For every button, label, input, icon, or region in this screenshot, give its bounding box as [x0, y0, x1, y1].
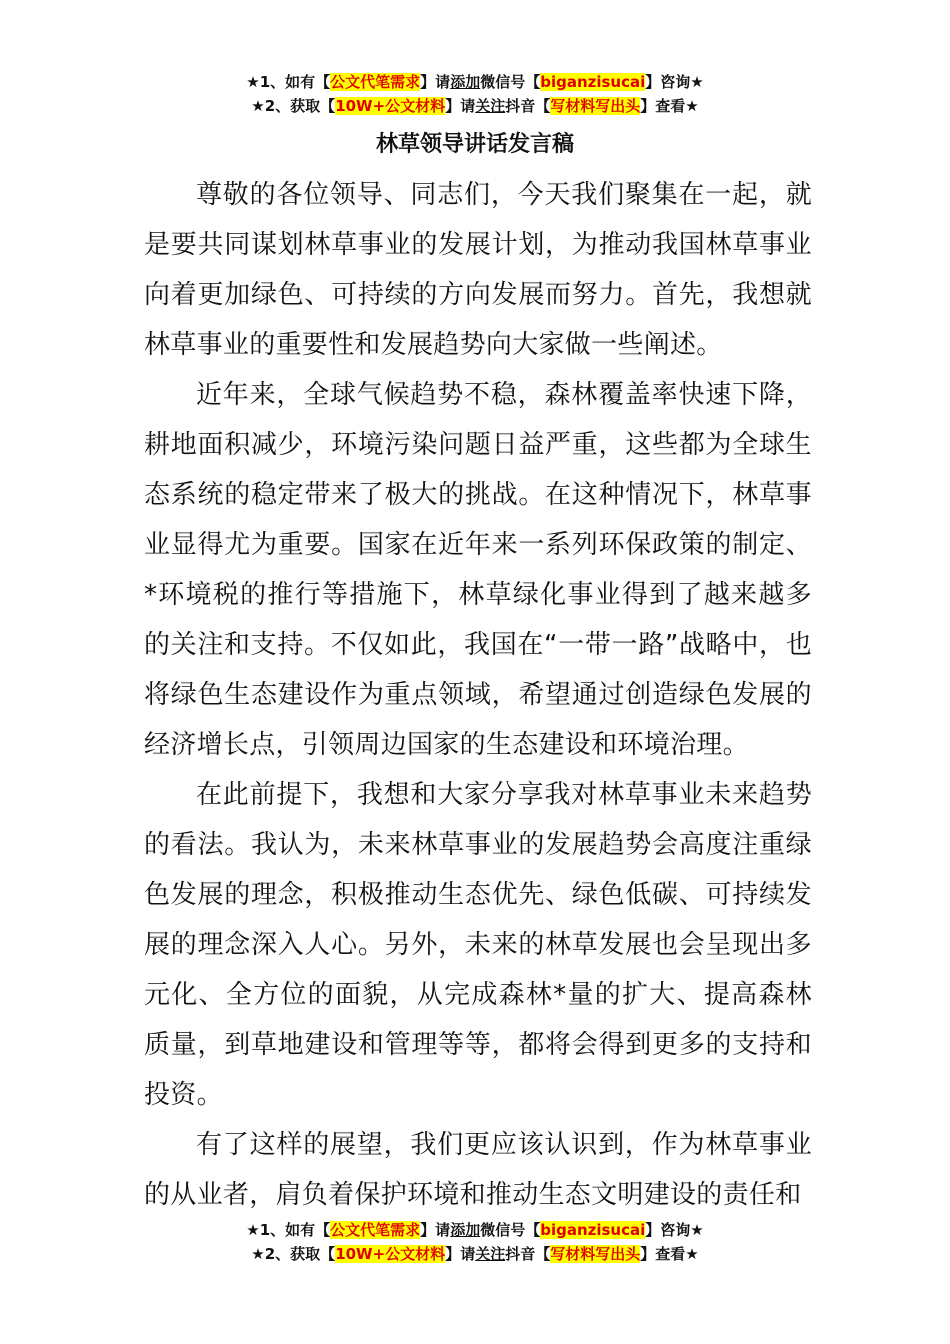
banner-text: 】咨询★	[645, 73, 704, 91]
banner-line-1	[0, 70, 950, 94]
banner-text: 】请	[445, 97, 476, 115]
banner-text: 】查看★	[640, 1245, 699, 1263]
banner-text: ★1、如有【	[246, 73, 331, 91]
banner-text: 】请	[420, 1221, 451, 1239]
banner-highlight: 公文代笔需求	[330, 1221, 421, 1239]
banner-text: 】咨询★	[645, 1221, 704, 1239]
footer-banner	[0, 1218, 950, 1266]
paragraph-3: 在此前提下，我想和大家分享我对林草事业未来趋势的看法。我认为，未来林草事业的发展趋势会高度注重绿色发展的理念，积极推动生态优先、绿色低碳、可持续发展的理念深入人心。另外，未来的林草发展也会呈现出多元化、全方位的面貌，从完成森林*量的扩大、提高森林质量，到草地建设和管理等等，都将会得到更多的支持和投资。	[144, 780, 812, 1110]
paragraph-1: 尊敬的各位领导、同志们，今天我们聚集在一起，就是要共同谋划林草事业的发展计划，为推动我国林草事业向着更加绿色、可持续的方向发展而努力。首先，我想就林草事业的重要性和发展趋势向大家做一些阐述。	[144, 180, 812, 360]
header-banner	[0, 70, 950, 118]
banner-line-1	[0, 1218, 950, 1242]
banner-line-2	[0, 1242, 950, 1266]
banner-douyin-id: 写材料写出头	[550, 1245, 641, 1263]
banner-underlined-text: 关注	[475, 97, 506, 115]
banner-text: 】请	[420, 73, 451, 91]
banner-underlined-text: 关注	[475, 1245, 506, 1263]
document-title: 林草领导讲话发言稿	[375, 132, 574, 157]
paragraph-2: 近年来，全球气候趋势不稳，森林覆盖率快速下降，耕地面积减少，环境污染问题日益严重，这些都为全球生态系统的稳定带来了极大的挑战。在这种情况下，林草事业显得尤为重要。国家在近年来一系列环保政策的制定、*环境税的推行等措施下，林草绿化事业得到了越来越多的关注和支持。不仅如此，我国在“一带一路”战略中，也将绿色生态建设作为重点领域，希望通过创造绿色发展的经济增长点，引领周边国家的生态建设和环境治理。	[144, 380, 812, 760]
banner-wechat-id: biganzisucai	[540, 73, 646, 91]
banner-highlight: 10W+公文材料	[335, 1245, 446, 1263]
banner-text: 抖音【	[505, 1245, 551, 1263]
banner-underlined-text: 添加	[450, 73, 481, 91]
banner-wechat-id: biganzisucai	[540, 1221, 646, 1239]
banner-text: 抖音【	[505, 97, 551, 115]
paragraph-4: 有了这样的展望，我们更应该认识到，作为林草事业的从业者，肩负着保护环境和推动生态文明建设的责任和	[144, 1130, 812, 1210]
banner-text: 微信号【	[480, 73, 541, 91]
banner-text: 】查看★	[640, 97, 699, 115]
banner-text: ★2、获取【	[251, 1245, 336, 1263]
banner-line-2	[0, 94, 950, 118]
banner-douyin-id: 写材料写出头	[550, 97, 641, 115]
banner-text: 微信号【	[480, 1221, 541, 1239]
banner-highlight: 10W+公文材料	[335, 97, 446, 115]
document-body	[144, 170, 812, 1220]
banner-highlight: 公文代笔需求	[330, 73, 421, 91]
banner-text: ★2、获取【	[251, 97, 336, 115]
banner-text: ★1、如有【	[246, 1221, 331, 1239]
banner-text: 】请	[445, 1245, 476, 1263]
banner-underlined-text: 添加	[450, 1221, 481, 1239]
